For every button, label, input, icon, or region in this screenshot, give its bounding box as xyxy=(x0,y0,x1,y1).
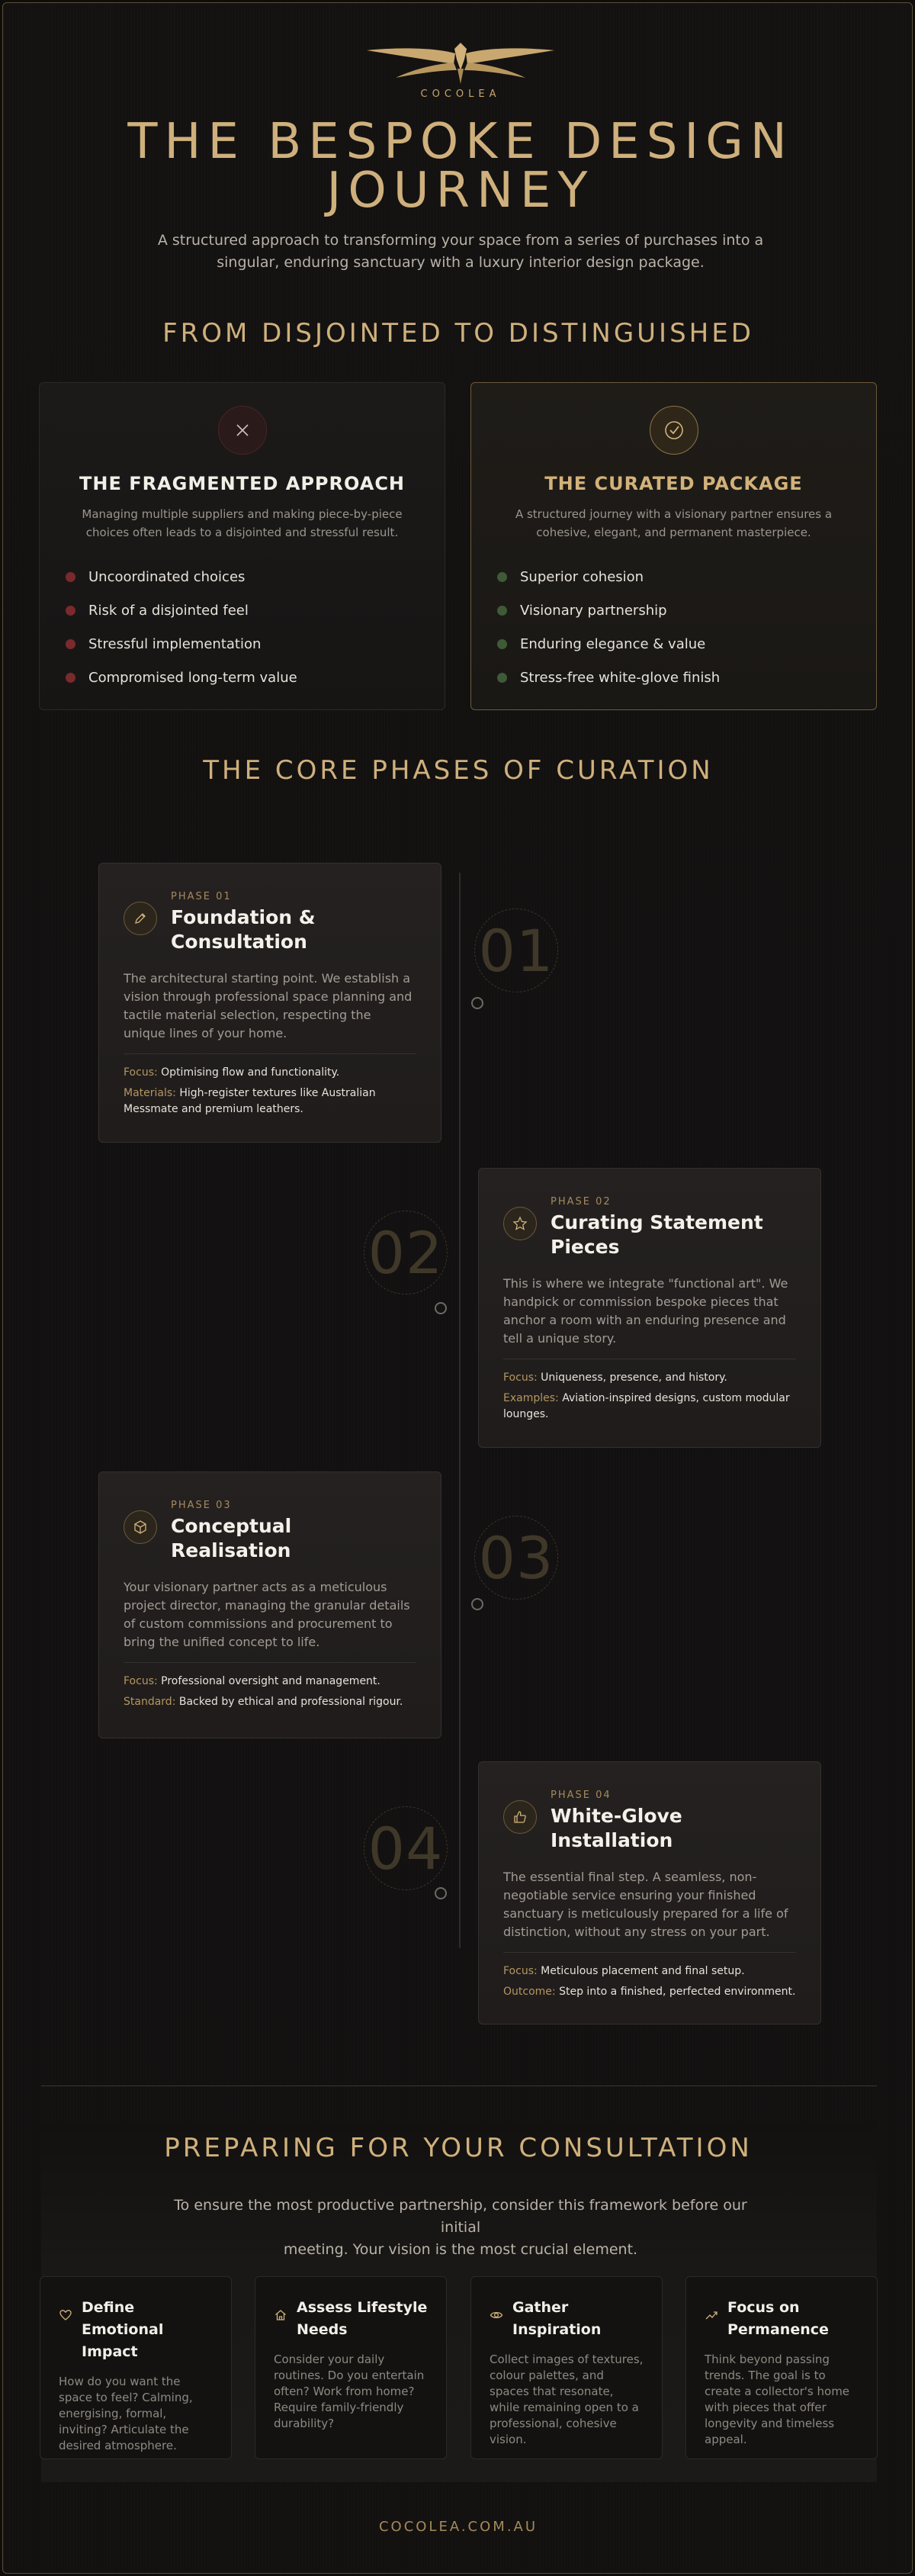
hero-lead-line2: singular, enduring sanctuary with a luxury interior design package. xyxy=(217,254,705,271)
fragmented-list xyxy=(66,560,445,694)
meta-value: Optimising flow and functionality. xyxy=(161,1066,340,1079)
green-dot-icon xyxy=(497,606,507,616)
list-item-label: Stressful implementation xyxy=(88,635,262,652)
phase-body: Your visionary partner acts as a meticulous project director, managing the granular details of custom commissions and procurement to bring the unified concept to life. xyxy=(124,1580,410,1649)
list-item-label: Visionary partnership xyxy=(520,602,667,619)
red-dot-icon xyxy=(66,572,75,582)
divider xyxy=(124,1053,416,1054)
home-icon xyxy=(274,2308,287,2322)
eagle-wings-icon xyxy=(365,40,556,87)
phase-number-04: 04 xyxy=(364,1806,448,1890)
phase-meta-focus xyxy=(503,1963,796,1979)
curated-desc xyxy=(495,505,853,542)
phase-meta-focus xyxy=(124,1674,416,1690)
phase-card-03 xyxy=(98,1471,441,1738)
phase-body: This is where we integrate "functional art". We handpick or commission bespoke pieces that anchor a room with an enduring presence and tell a unique story. xyxy=(503,1276,788,1346)
hero-lead-line1: A structured approach to transforming your space from a series of purchases into a xyxy=(157,232,764,249)
divider xyxy=(503,1952,796,1953)
hero-lead xyxy=(133,230,788,274)
list-item-label: Risk of a disjointed feel xyxy=(88,602,249,619)
phase-body: The essential final step. A seamless, non-negotiable service ensuring your finished sanctuary is meticulously prepared for a life of distinction, without any stress on your part. xyxy=(503,1870,788,1939)
green-dot-icon xyxy=(497,639,507,649)
timeline-node xyxy=(435,1302,447,1314)
tip-title: Define Emotional Impact xyxy=(82,2299,164,2360)
phase-body: The architectural starting point. We establish a vision through professional space planning and tactile material selection, respecting the unique lines of your home. xyxy=(124,971,413,1040)
prep-lead-line2: meeting. Your vision is the most crucial element. xyxy=(283,2241,638,2258)
meta-value: Backed by ethical and professional rigour. xyxy=(178,1696,403,1708)
curated-package-card xyxy=(470,382,877,710)
tip-body: Think beyond passing trends. The goal is to create a collector's home with pieces that offer longevity and timeless appeal. xyxy=(705,2352,850,2446)
list-item xyxy=(66,560,445,593)
list-item-label: Uncoordinated choices xyxy=(88,568,246,585)
meta-value: Professional oversight and management. xyxy=(161,1675,380,1687)
tip-card-permanence xyxy=(685,2276,878,2459)
list-item xyxy=(497,560,876,593)
list-item xyxy=(66,661,445,694)
phase-title-line1: Conceptual xyxy=(171,1515,292,1537)
meta-value: Uniqueness, presence, and history. xyxy=(541,1372,727,1384)
phase-card-02 xyxy=(478,1168,821,1448)
x-icon xyxy=(218,406,267,455)
curated-desc-line2: cohesive, elegant, and permanent masterpiece. xyxy=(536,526,811,539)
logo-wordmark: COCOLEA xyxy=(420,88,501,100)
eye-icon xyxy=(490,2308,503,2322)
meta-value: Step into a finished, perfected environment. xyxy=(559,1986,796,1998)
divider xyxy=(124,1662,416,1663)
phase-title-line1: Curating Statement xyxy=(551,1211,763,1233)
tip-title: Gather Inspiration xyxy=(512,2299,602,2338)
trend-up-icon xyxy=(705,2308,718,2322)
timeline-line xyxy=(459,873,461,1948)
red-dot-icon xyxy=(66,673,75,683)
list-item-label: Compromised long-term value xyxy=(88,669,297,686)
meta-key: Examples: xyxy=(503,1392,559,1404)
list-item-label: Stress-free white-glove finish xyxy=(520,669,721,686)
red-dot-icon xyxy=(66,606,75,616)
tip-body: Collect images of textures, colour palettes, and spaces that resonate, while remaining open to a professional, cohesive vision. xyxy=(490,2352,644,2446)
phases-heading: THE CORE PHASES OF CURATION xyxy=(203,755,714,786)
phase-card-01 xyxy=(98,863,441,1143)
meta-key: Focus: xyxy=(503,1965,538,1977)
curated-desc-line1: A structured journey with a visionary partner ensures a xyxy=(515,507,833,521)
fragmented-desc-line2: choices often leads to a disjointed and stressful result. xyxy=(85,526,399,539)
phase-number-02: 02 xyxy=(364,1211,448,1294)
phase-meta-examples xyxy=(503,1391,796,1423)
phase-meta-focus xyxy=(503,1370,796,1386)
phase-title-line1: White-Glove xyxy=(551,1805,682,1827)
phase-meta-focus xyxy=(124,1065,416,1081)
brand-logo[interactable] xyxy=(365,40,556,100)
red-dot-icon xyxy=(66,639,75,649)
meta-key: Materials: xyxy=(124,1087,176,1099)
phase-number-01: 01 xyxy=(474,909,558,992)
prep-lead xyxy=(156,2195,766,2261)
prep-heading: PREPARING FOR YOUR CONSULTATION xyxy=(164,2133,753,2163)
footer-url[interactable]: COCOLEA.COM.AU xyxy=(378,2519,538,2535)
phase-title xyxy=(551,1804,682,1853)
pencil-icon xyxy=(124,902,157,935)
page-title-line1: THE BESPOKE DESIGN xyxy=(127,114,794,170)
fragmented-approach-card xyxy=(39,382,445,710)
fragmented-desc xyxy=(63,505,422,542)
cube-icon xyxy=(124,1510,157,1544)
phase-title-line2: Realisation xyxy=(171,1539,291,1561)
timeline-node xyxy=(435,1887,447,1899)
phase-title-line2: Pieces xyxy=(551,1236,620,1258)
phase-title xyxy=(171,905,316,954)
tip-card-gather-inspiration xyxy=(470,2276,663,2459)
phase-number-03: 03 xyxy=(474,1516,558,1600)
list-item xyxy=(66,593,445,627)
meta-key: Standard: xyxy=(124,1696,176,1708)
thumbs-up-icon xyxy=(503,1800,537,1834)
fragmented-title: THE FRAGMENTED APPROACH xyxy=(79,473,406,494)
prep-lead-line1: To ensure the most productive partnership, consider this framework before our initial xyxy=(174,2197,747,2236)
phase-meta-outcome xyxy=(503,1984,796,2000)
phase-label: PHASE 02 xyxy=(551,1196,612,1208)
timeline-node xyxy=(471,1598,483,1610)
phase-title-line2: Consultation xyxy=(171,931,307,953)
meta-value: High-register textures like Australian Messmate and premium leathers. xyxy=(124,1087,376,1115)
tip-title: Assess Lifestyle Needs xyxy=(297,2299,428,2338)
tip-card-emotional-impact xyxy=(40,2276,232,2459)
meta-key: Outcome: xyxy=(503,1986,556,1998)
curated-list xyxy=(497,560,876,694)
list-item xyxy=(497,593,876,627)
phase-label: PHASE 03 xyxy=(171,1500,232,1511)
meta-key: Focus: xyxy=(124,1675,158,1687)
list-item xyxy=(497,627,876,661)
page-title-line2: JOURNEY xyxy=(326,162,595,219)
meta-value: Meticulous placement and final setup. xyxy=(541,1965,745,1977)
phase-title xyxy=(551,1211,763,1259)
green-dot-icon xyxy=(497,572,507,582)
phase-title-line2: Installation xyxy=(551,1829,673,1851)
curated-title: THE CURATED PACKAGE xyxy=(544,473,803,494)
check-circle-icon xyxy=(650,406,698,455)
list-item xyxy=(66,627,445,661)
tip-body: Consider your daily routines. Do you entertain often? Work from home? Require family-friendly durability? xyxy=(274,2352,425,2430)
phase-card-04 xyxy=(478,1761,821,2024)
list-item xyxy=(497,661,876,694)
meta-key: Focus: xyxy=(503,1372,538,1384)
timeline-node xyxy=(471,997,483,1009)
page-title xyxy=(49,114,872,219)
tip-body: How do you want the space to feel? Calming, energising, formal, inviting? Articulate the desired atmosphere. xyxy=(59,2375,193,2452)
list-item-label: Enduring elegance & value xyxy=(520,635,706,652)
phase-label: PHASE 04 xyxy=(551,1790,612,1801)
meta-value: Aviation-inspired designs, custom modular lounges. xyxy=(503,1392,790,1420)
comparison-heading: FROM DISJOINTED TO DISTINGUISHED xyxy=(162,318,754,349)
meta-key: Focus: xyxy=(124,1066,158,1079)
phase-label: PHASE 01 xyxy=(171,891,232,902)
heart-icon xyxy=(59,2308,72,2322)
phase-title xyxy=(171,1514,291,1563)
phase-meta-materials xyxy=(124,1085,416,1118)
phase-meta-standard xyxy=(124,1694,416,1710)
star-icon xyxy=(503,1207,537,1240)
tip-title: Focus on Permanence xyxy=(727,2299,829,2338)
page-frame xyxy=(2,2,913,2574)
tip-card-lifestyle-needs xyxy=(255,2276,447,2459)
fragmented-desc-line1: Managing multiple suppliers and making piece-by-piece xyxy=(82,507,403,521)
phase-title-line1: Foundation & xyxy=(171,906,316,928)
list-item-label: Superior cohesion xyxy=(520,568,644,585)
green-dot-icon xyxy=(497,673,507,683)
